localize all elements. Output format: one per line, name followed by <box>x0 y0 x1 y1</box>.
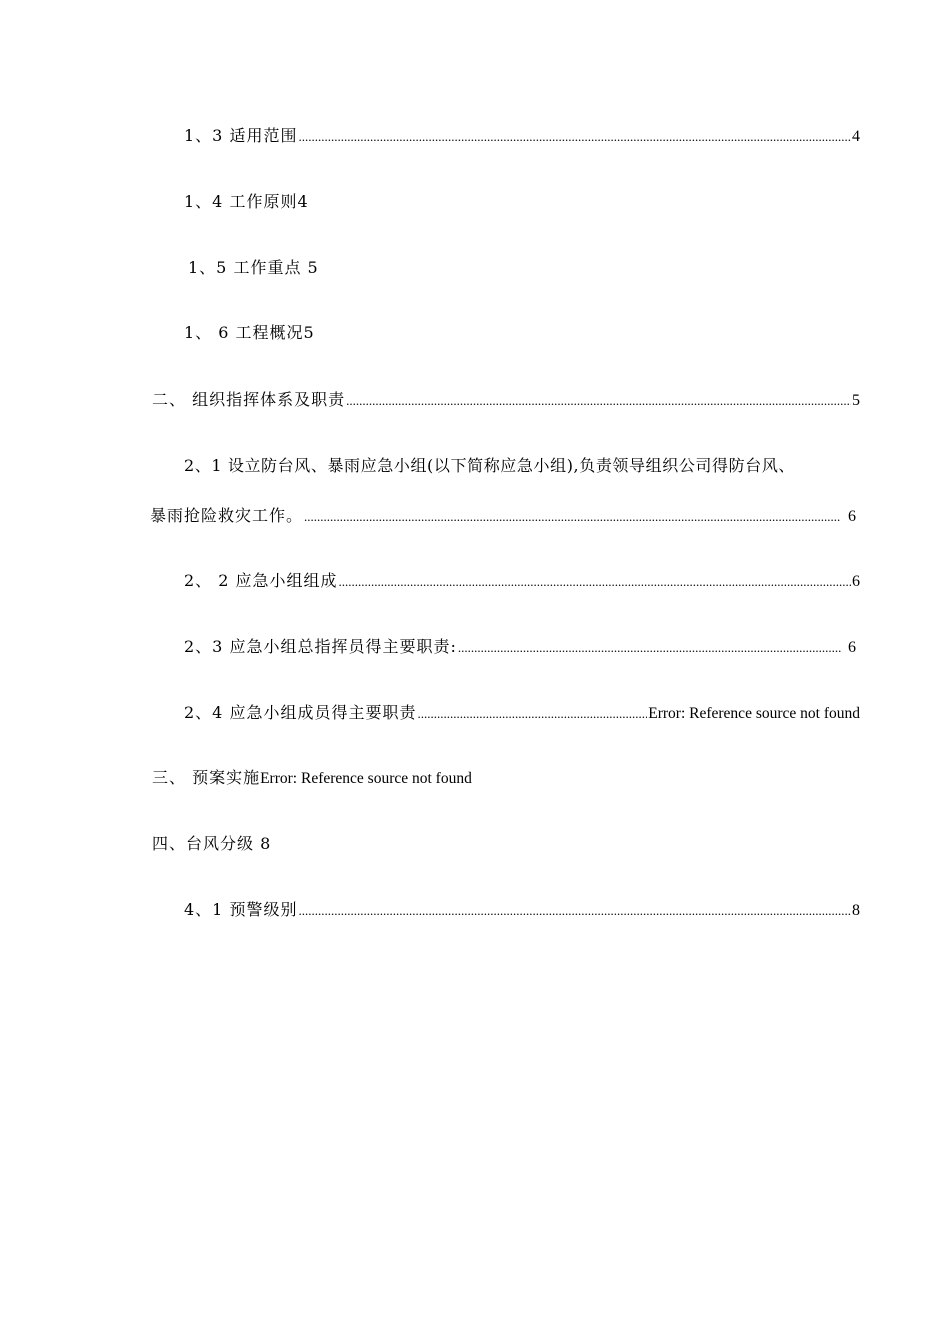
toc-entry-2-1[interactable] <box>184 456 795 476</box>
toc-page-number: 6 <box>848 639 856 656</box>
toc-entry-label: 2、 2 应急小组组成 <box>184 571 338 590</box>
toc-page-number: 4 <box>852 128 860 145</box>
toc-reference-error: Error: Reference source not found <box>648 705 860 722</box>
toc-page-number: 8 <box>852 902 860 919</box>
toc-entry-chapter-4[interactable] <box>152 834 271 854</box>
toc-entry-label: 1、4 工作原则4 <box>184 192 309 211</box>
toc-leader-dots <box>417 704 647 724</box>
toc-leader-dots <box>339 572 851 592</box>
toc-entry-1-6[interactable] <box>184 323 315 343</box>
toc-entry-label: 二、 组织指挥体系及职责 <box>152 390 346 409</box>
toc-entry-2-4[interactable] <box>184 703 860 724</box>
toc-entry-4-1[interactable] <box>184 900 860 921</box>
toc-entry-label: 2、4 应急小组成员得主要职责 <box>184 703 417 722</box>
toc-leader-dots <box>458 638 841 658</box>
toc-leader-dots <box>298 901 851 921</box>
toc-entry-1-4[interactable] <box>184 192 309 212</box>
toc-page-number: 6 <box>848 508 856 525</box>
toc-entry-label: 三、 预案实施 <box>152 768 261 787</box>
toc-entry-label: 4、1 预警级别 <box>184 900 298 919</box>
toc-entry-1-5[interactable] <box>188 258 319 278</box>
toc-entry-2-3[interactable] <box>184 637 856 658</box>
toc-entry-label: 暴雨抢险救灾工作。 <box>150 506 304 525</box>
toc-entry-label: 2、1 设立防台风、暴雨应急小组(以下简称应急小组),负责领导组织公司得防台风、 <box>184 456 796 475</box>
toc-leader-dots <box>298 127 851 147</box>
toc-entry-label: 1、5 工作重点 5 <box>188 258 319 277</box>
toc-entry-label: 2、3 应急小组总指挥员得主要职责: <box>184 637 457 656</box>
toc-leader-dots <box>304 507 841 527</box>
toc-page-number: 5 <box>852 392 860 409</box>
toc-entry-label: 1、 6 工程概况5 <box>184 323 315 342</box>
toc-entry-chapter-3[interactable] <box>152 768 472 789</box>
toc-entry-1-3[interactable] <box>184 126 860 147</box>
toc-entry-2-2[interactable] <box>184 571 860 592</box>
toc-leader-dots <box>346 391 851 411</box>
toc-entry-2-1-continued[interactable] <box>150 506 856 527</box>
toc-entry-chapter-2[interactable] <box>152 390 860 411</box>
toc-reference-error: Error: Reference source not found <box>260 770 472 787</box>
toc-entry-label: 1、3 适用范围 <box>184 126 298 145</box>
toc-page-number: 6 <box>852 573 860 590</box>
toc-entry-label: 四、台风分级 8 <box>152 834 272 853</box>
